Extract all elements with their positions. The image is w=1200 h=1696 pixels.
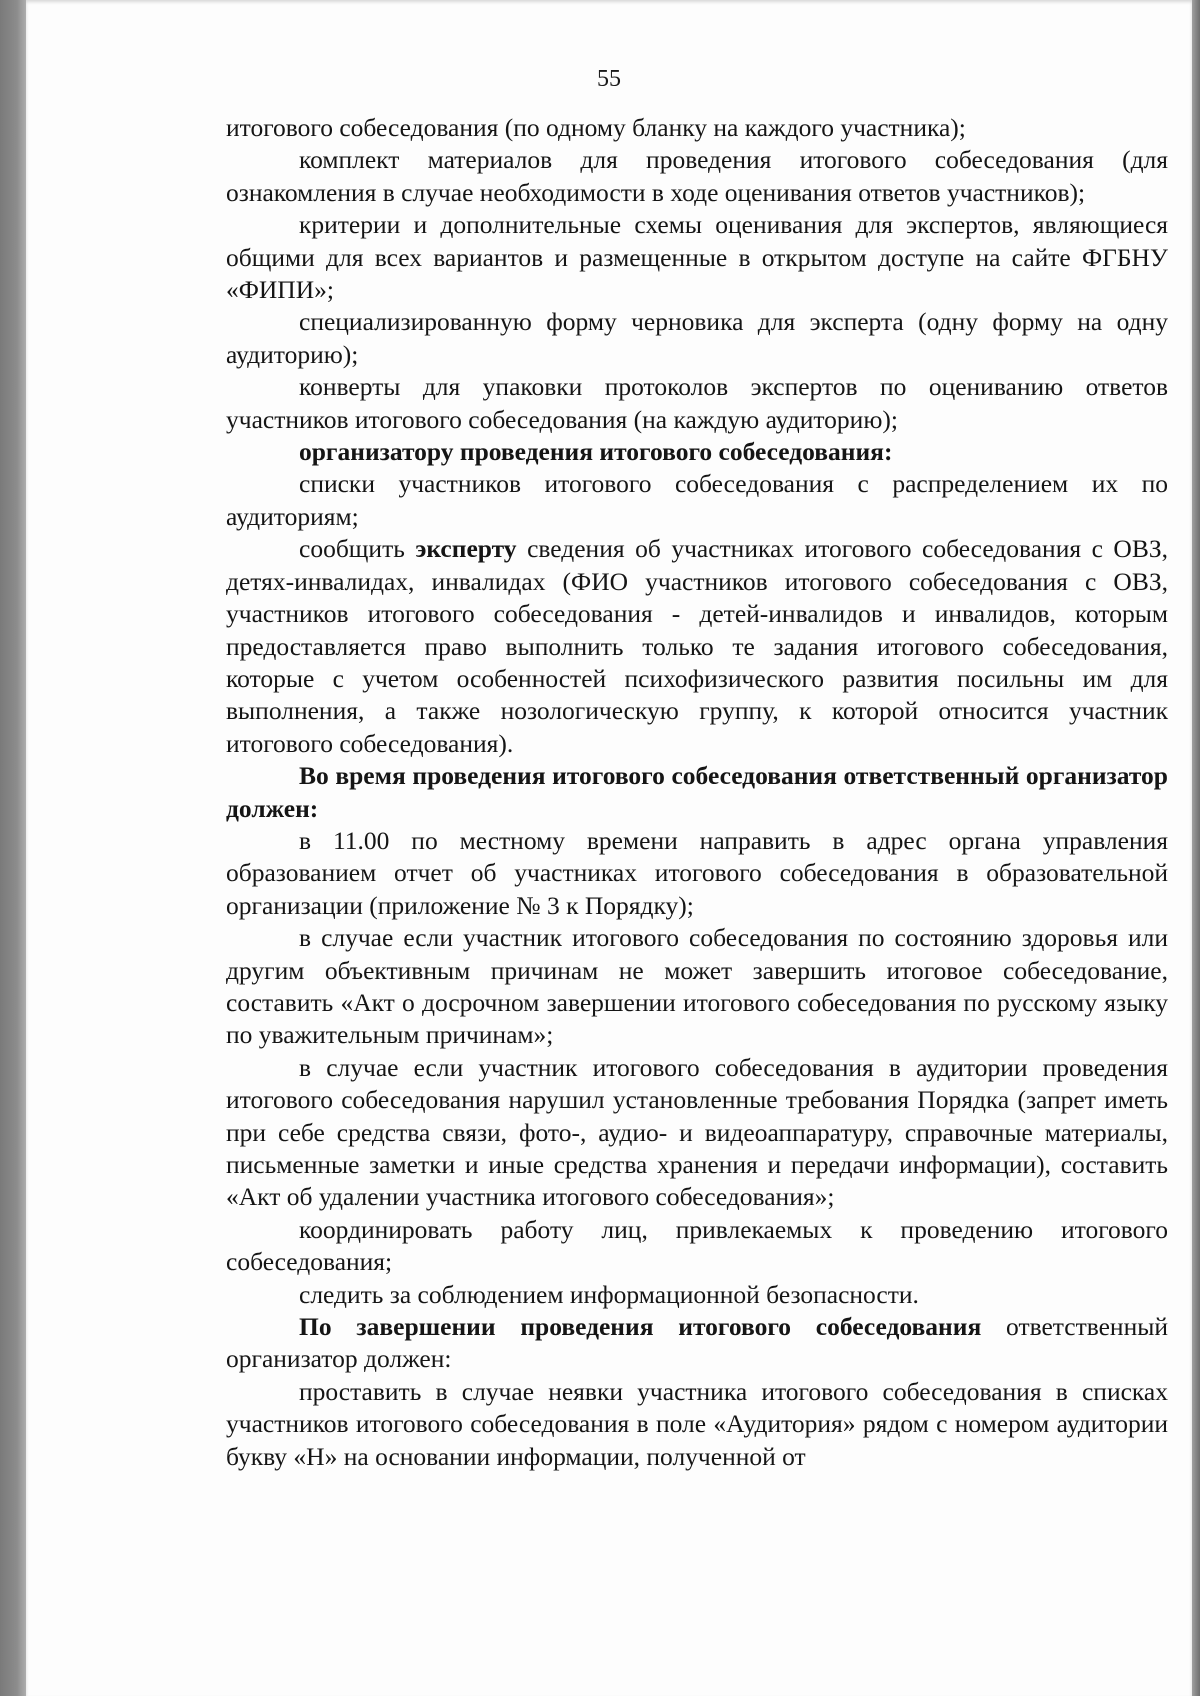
text-run: сведения об участниках итогового собеседования с ОВЗ, детях-инвалидах, инвалидах (ФИО участников итогового собеседования с ОВЗ, участников итогового собеседования - детей-инвалидов и инвалидов, которым предоставляется право выполнить только те задания итогового собеседования, которые с учетом особенностей психофизического развития посильны им для выполнения, а также нозологическую группу, к которой относится участник итогового собеседования). bbox=[226, 534, 1168, 758]
document-page bbox=[26, 0, 1192, 1696]
heading-bold: организатору проведения итогового собеседования: bbox=[299, 437, 893, 467]
paragraph: проставить в случае неявки участника итогового собеседования в списках участников итогового собеседования в поле «Аудитория» рядом с номером аудитории букву «Н» на основании информации, полученной от bbox=[226, 1376, 1168, 1471]
paragraph: координировать работу лиц, привлекаемых к проведению итогового собеседования; bbox=[226, 1214, 1168, 1277]
text-run: сообщить bbox=[299, 534, 416, 564]
heading-bold: Во время проведения итогового собеседования ответственный организатор должен: bbox=[226, 761, 1168, 823]
paragraph: в случае если участник итогового собеседования по состоянию здоровья или другим объективным причинам не может завершить итоговое собеседование, составить «Акт о досрочном завершении итогового собеседования по русскому языку по уважительным причинам»; bbox=[226, 923, 1168, 1050]
scan-edge-right bbox=[1192, 0, 1200, 1696]
scan-edge-left bbox=[0, 0, 28, 1696]
paragraph: в 11.00 по местному времени направить в адрес органа управления образованием отчет об участниках итогового собеседования в образовательной организации (приложение № 3 к Порядку); bbox=[226, 825, 1168, 920]
text-run: ответственный организатор должен: bbox=[226, 1312, 1169, 1374]
paragraph: следить за соблюдением информационной безопасности. bbox=[299, 1279, 919, 1309]
paragraph: списки участников итогового собеседования с распределением их по аудиториям; bbox=[226, 469, 1168, 531]
section-heading bbox=[226, 760, 1168, 825]
page-number: 55 bbox=[597, 66, 621, 92]
paragraph bbox=[226, 533, 1168, 760]
paragraph: в случае если участник итогового собеседования в аудитории проведения итогового собеседования нарушил установленные требования Порядка (запрет иметь при себе средства связи, фото-, аудио- и видеоаппаратуру, справочные материалы, письменные заметки и иные средства хранения и передачи информации), составить «Акт об удалении участника итогового собеседования»; bbox=[226, 1052, 1168, 1212]
paragraph: критерии и дополнительные схемы оценивания для экспертов, являющиеся общими для всех вариантов и размещенные в открытом доступе на сайте ФГБНУ «ФИПИ»; bbox=[226, 210, 1168, 305]
section-heading bbox=[226, 1311, 1168, 1376]
paragraph: конверты для упаковки протоколов экспертов по оцениванию ответов участников итогового собеседования (на каждую аудиторию); bbox=[226, 372, 1168, 434]
section-heading bbox=[226, 436, 1168, 468]
paragraph-continuation: итогового собеседования (по одному бланку на каждого участника); bbox=[226, 113, 966, 142]
paragraph: специализированную форму черновика для эксперта (одну форму на одну аудиторию); bbox=[226, 307, 1168, 369]
body-text bbox=[226, 112, 1168, 1473]
heading-bold: По завершении проведения итогового собеседования bbox=[299, 1312, 982, 1342]
paragraph: комплект материалов для проведения итогового собеседования (для ознакомления в случае необходимости в ходе оценивания ответов участников); bbox=[226, 145, 1168, 207]
bold-term: эксперту bbox=[415, 534, 517, 564]
